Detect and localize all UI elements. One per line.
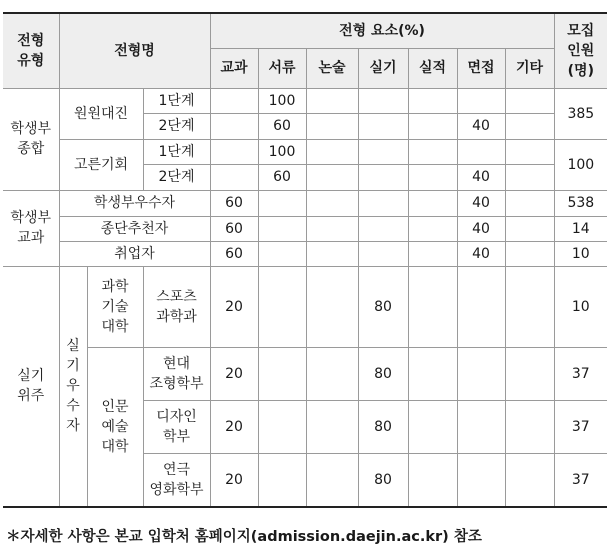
cell-value: 100: [258, 88, 306, 113]
cell-value: 20: [210, 453, 258, 507]
header-col-etc: 기타: [505, 48, 554, 88]
header-col-essay: 논술: [306, 48, 358, 88]
cell-value: 40: [457, 164, 505, 190]
header-type: 전형 유형: [3, 13, 59, 88]
cell-value: 60: [258, 113, 306, 139]
cell-value: 40: [457, 113, 505, 139]
header-name: 전형명: [59, 13, 210, 88]
cell-value: 40: [457, 241, 505, 266]
cell-value: 80: [358, 400, 408, 453]
cell-value: 80: [358, 347, 408, 400]
cell-value: 80: [358, 266, 408, 347]
group-label-practical: 실기 위주: [3, 266, 59, 507]
header-col-edu: 교과: [210, 48, 258, 88]
quota-value: 385: [554, 88, 607, 139]
admission-table: [3, 12, 607, 508]
group-label-grades: 학생부 교과: [3, 190, 59, 266]
cell-value: 60: [258, 164, 306, 190]
dept-label: 현대 조형학부: [143, 347, 210, 400]
cell-value: 100: [258, 139, 306, 164]
header-col-interview: 면접: [457, 48, 505, 88]
quota-value: 14: [554, 216, 607, 241]
cell-value: 40: [457, 216, 505, 241]
header-col-practical: 실기: [358, 48, 408, 88]
cell-value: 60: [210, 216, 258, 241]
dept-label: 연극 영화학부: [143, 453, 210, 507]
dept-label: 스포츠 과학과: [143, 266, 210, 347]
stage-label: 2단계: [143, 113, 210, 139]
cell-value: 60: [210, 241, 258, 266]
cell-value: 40: [457, 190, 505, 216]
quota-value: 37: [554, 453, 607, 507]
college-label-science: 과학 기술 대학: [87, 266, 143, 347]
footnote: ＊자세한 사항은 본교 입학처 홈페이지(admission.daejin.ac.kr) 참조: [6, 529, 482, 545]
stage-label: 1단계: [143, 139, 210, 164]
cell-value: 20: [210, 347, 258, 400]
quota-value: 10: [554, 241, 607, 266]
stage-label: 1단계: [143, 88, 210, 113]
quota-value: 37: [554, 400, 607, 453]
row-name: 취업자: [59, 241, 210, 266]
college-label-arts: 인문 예술 대학: [87, 347, 143, 507]
quota-value: 10: [554, 266, 607, 347]
cell-value: 60: [210, 190, 258, 216]
subgroup-label-practical-excellence: 실 기 우 수 자: [59, 266, 87, 507]
header-quota: 모집 인원 (명): [554, 13, 607, 88]
cell-value: 80: [358, 453, 408, 507]
stage-label: 2단계: [143, 164, 210, 190]
row-name: 고른기회: [59, 139, 143, 190]
group-label-comprehensive: 학생부 종합: [3, 88, 59, 190]
quota-value: 100: [554, 139, 607, 190]
cell-value: 20: [210, 266, 258, 347]
row-name: 학생부우수자: [59, 190, 210, 216]
quota-value: 37: [554, 347, 607, 400]
header-col-record: 실적: [408, 48, 457, 88]
row-name: 종단추천자: [59, 216, 210, 241]
header-elements: 전형 요소(%): [210, 13, 554, 48]
dept-label: 디자인 학부: [143, 400, 210, 453]
quota-value: 538: [554, 190, 607, 216]
row-name: 원원대진: [59, 88, 143, 139]
cell-value: 20: [210, 400, 258, 453]
header-col-doc: 서류: [258, 48, 306, 88]
